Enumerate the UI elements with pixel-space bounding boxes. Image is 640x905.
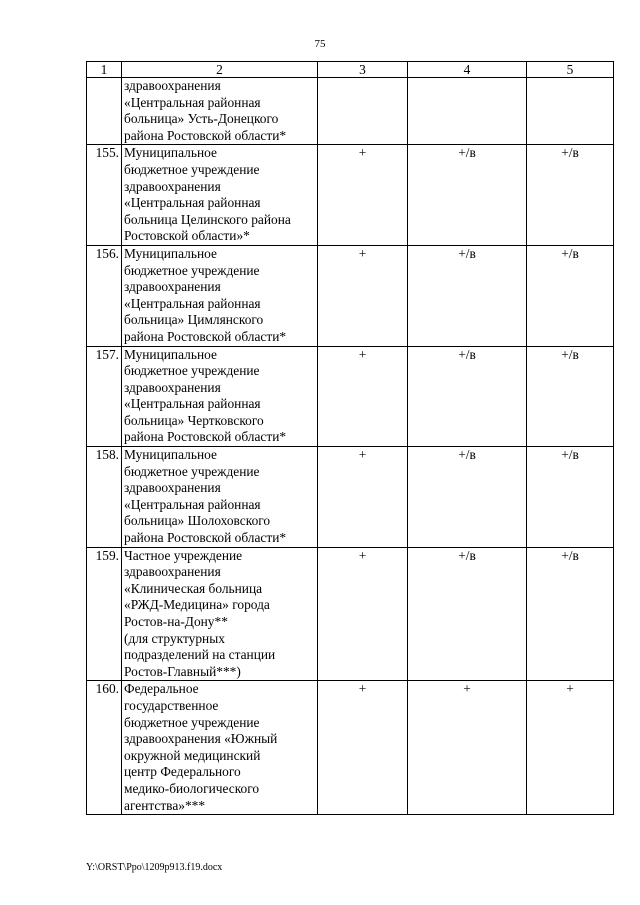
col5-value: +/в: [527, 145, 614, 246]
row-number: 160.: [87, 681, 122, 815]
institution-name: Частное учреждение здравоохранения «Клиническая больница «РЖД-Медицина» города Ростов-на-Дону** (для структурных подразделений на станции Ростов-Главный***): [122, 547, 318, 681]
table-body: [87, 78, 614, 815]
institution-name: Муниципальное бюджетное учреждение здравоохранения «Центральная районная больница» Цимлянского района Ростовской области*: [122, 245, 318, 346]
row-number: 158.: [87, 447, 122, 548]
column-header-2: 2: [122, 62, 318, 78]
col5-value: +/в: [527, 346, 614, 447]
file-path-footer: Y:\ORST\Ppo\1209p913.f19.docx: [86, 862, 223, 873]
table-row-continuation: [87, 78, 614, 145]
col3-value: +: [318, 547, 408, 681]
column-header-4: 4: [408, 62, 527, 78]
column-header-3: 3: [318, 62, 408, 78]
col4-value: +/в: [408, 447, 527, 548]
col4-value: +: [408, 681, 527, 815]
row-number: 159.: [87, 547, 122, 681]
header-row: [87, 62, 614, 78]
institution-name: Муниципальное бюджетное учреждение здравоохранения «Центральная районная больница» Шолоховского района Ростовской области*: [122, 447, 318, 548]
col5-value: [527, 78, 614, 145]
col5-value: +: [527, 681, 614, 815]
column-header-5: 5: [527, 62, 614, 78]
row-number: 156.: [87, 245, 122, 346]
col3-value: +: [318, 447, 408, 548]
col3-value: +: [318, 245, 408, 346]
row-number: 155.: [87, 145, 122, 246]
column-header-1: 1: [87, 62, 122, 78]
col3-value: +: [318, 681, 408, 815]
institution-name: Муниципальное бюджетное учреждение здравоохранения «Центральная районная больница» Чертковского района Ростовской области*: [122, 346, 318, 447]
institution-name: здравоохранения «Центральная районная больница» Усть-Донецкого района Ростовской области*: [122, 78, 318, 145]
col4-value: +/в: [408, 145, 527, 246]
institution-name: Муниципальное бюджетное учреждение здравоохранения «Центральная районная больница Целинского района Ростовской области»*: [122, 145, 318, 246]
table-row: [87, 145, 614, 246]
row-number: 157.: [87, 346, 122, 447]
table-row: [87, 346, 614, 447]
col4-value: [408, 78, 527, 145]
col4-value: +/в: [408, 346, 527, 447]
table-row: [87, 547, 614, 681]
table-row: [87, 681, 614, 815]
row-number: [87, 78, 122, 145]
col5-value: +/в: [527, 245, 614, 346]
col3-value: +: [318, 145, 408, 246]
table-header: [87, 62, 614, 78]
col3-value: [318, 78, 408, 145]
col5-value: +/в: [527, 447, 614, 548]
col4-value: +/в: [408, 547, 527, 681]
col4-value: +/в: [408, 245, 527, 346]
table-row: [87, 447, 614, 548]
col5-value: +/в: [527, 547, 614, 681]
table-row: [87, 245, 614, 346]
institution-name: Федеральное государственное бюджетное учреждение здравоохранения «Южный окружной медицинский центр Федерального медико-биологического агентства»***: [122, 681, 318, 815]
col3-value: +: [318, 346, 408, 447]
page-number: 75: [314, 38, 326, 50]
facilities-table: [86, 61, 614, 815]
